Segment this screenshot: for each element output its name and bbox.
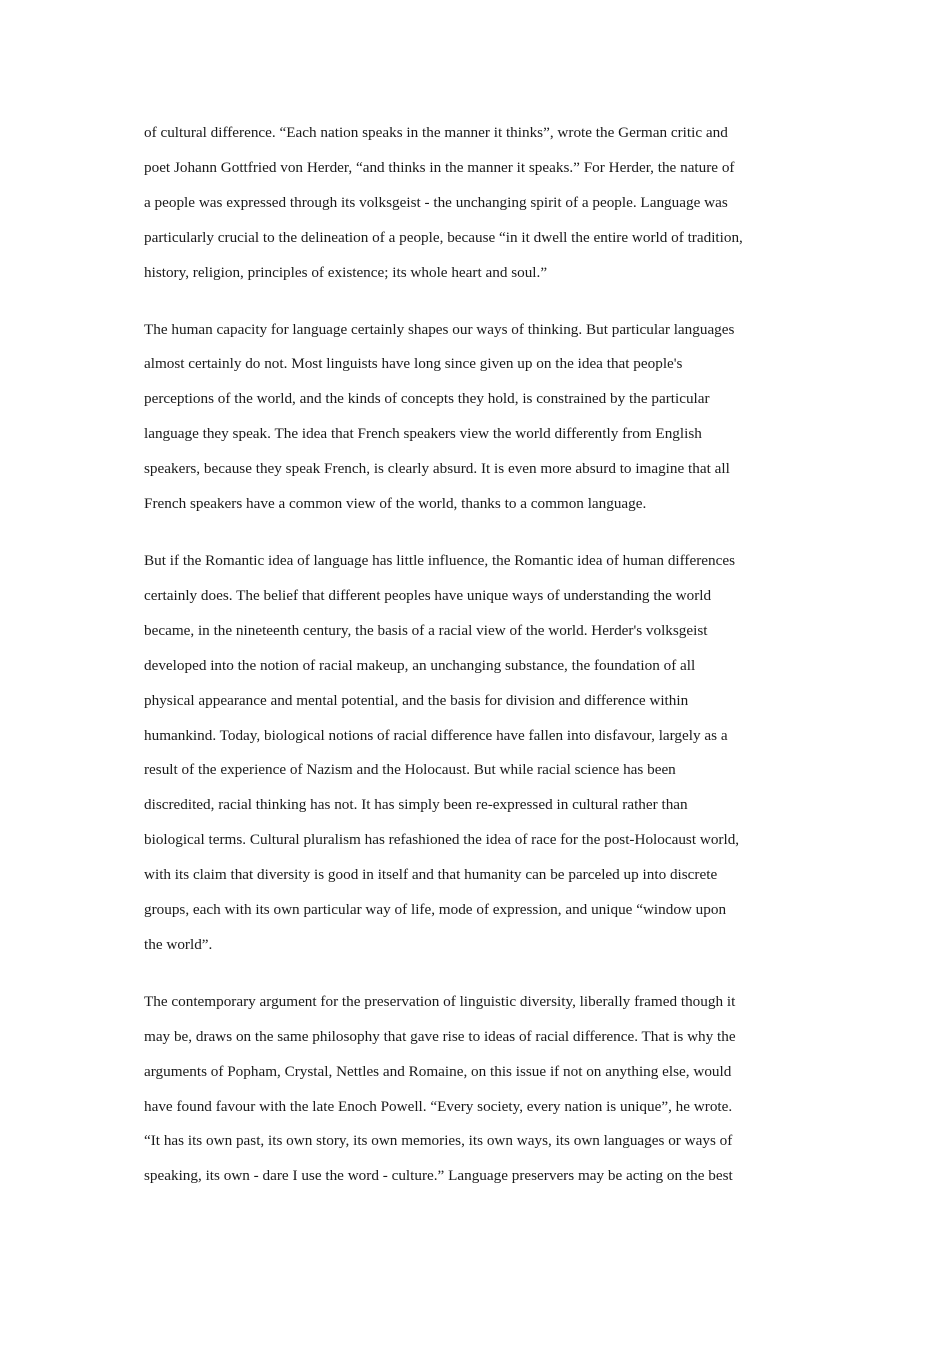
text-line: groups, each with its own particular way of life, mode of expression, and unique “window upon	[144, 901, 727, 919]
text-line: became, in the nineteenth century, the basis of a racial view of the world. Herder's volksgeist	[144, 621, 708, 639]
text-line: poet Johann Gottfried von Herder, “and thinks in the manner it speaks.” For Herder, the nature of	[144, 158, 735, 176]
text-line: The human capacity for language certainly shapes our ways of thinking. But particular languages	[144, 320, 735, 338]
document-body	[144, 116, 814, 1216]
text-line: But if the Romantic idea of language has little influence, the Romantic idea of human differences	[144, 551, 735, 569]
text-line: language they speak. The idea that French speakers view the world differently from English	[144, 425, 702, 443]
text-line: French speakers have a common view of the world, thanks to a common language.	[144, 495, 647, 513]
text-line: arguments of Popham, Crystal, Nettles and Romaine, on this issue if not on anything else, would	[144, 1062, 732, 1080]
text-line: The contemporary argument for the preservation of linguistic diversity, liberally framed though it	[144, 992, 736, 1010]
text-line: particularly crucial to the delineation of a people, because “in it dwell the entire world of tradition,	[144, 228, 743, 246]
text-line: discredited, racial thinking has not. It has simply been re-expressed in cultural rather than	[144, 796, 688, 814]
text-line: almost certainly do not. Most linguists have long since given up on the idea that people's	[144, 355, 683, 373]
text-line: biological terms. Cultural pluralism has refashioned the idea of race for the post-Holocaust world,	[144, 831, 740, 849]
text-line: physical appearance and mental potential, and the basis for division and difference within	[144, 691, 689, 709]
text-line: the world”.	[144, 935, 213, 953]
paragraph-3	[144, 544, 814, 963]
text-line: speaking, its own - dare I use the word - culture.” Language preservers may be acting on the best	[144, 1167, 733, 1185]
text-line: developed into the notion of racial makeup, an unchanging substance, the foundation of all	[144, 656, 696, 674]
text-line: have found favour with the late Enoch Powell. “Every society, every nation is unique”, he wrote.	[144, 1097, 733, 1115]
text-line: history, religion, principles of existence; its whole heart and soul.”	[144, 263, 548, 281]
text-line: “It has its own past, its own story, its own memories, its own ways, its own languages or ways of	[144, 1132, 733, 1150]
text-line: of cultural difference. “Each nation speaks in the manner it thinks”, wrote the German critic and	[144, 124, 728, 141]
text-line: may be, draws on the same philosophy that gave rise to ideas of racial difference. That is why the	[144, 1027, 736, 1045]
text-line: result of the experience of Nazism and the Holocaust. But while racial science has been	[144, 761, 676, 779]
text-line: speakers, because they speak French, is clearly absurd. It is even more absurd to imagine that all	[144, 460, 730, 478]
paragraph-2	[144, 313, 814, 522]
text-line: humankind. Today, biological notions of racial difference have fallen into disfavour, largely as a	[144, 726, 728, 744]
paragraph-4	[144, 985, 814, 1194]
text-line: with its claim that diversity is good in itself and that humanity can be parceled up into discrete	[144, 866, 718, 884]
text-line: a people was expressed through its volksgeist - the unchanging spirit of a people. Language was	[144, 193, 728, 211]
text-line: certainly does. The belief that different peoples have unique ways of understanding the world	[144, 586, 712, 604]
paragraph-1	[144, 116, 814, 291]
text-line: perceptions of the world, and the kinds of concepts they hold, is constrained by the particular	[144, 390, 710, 408]
